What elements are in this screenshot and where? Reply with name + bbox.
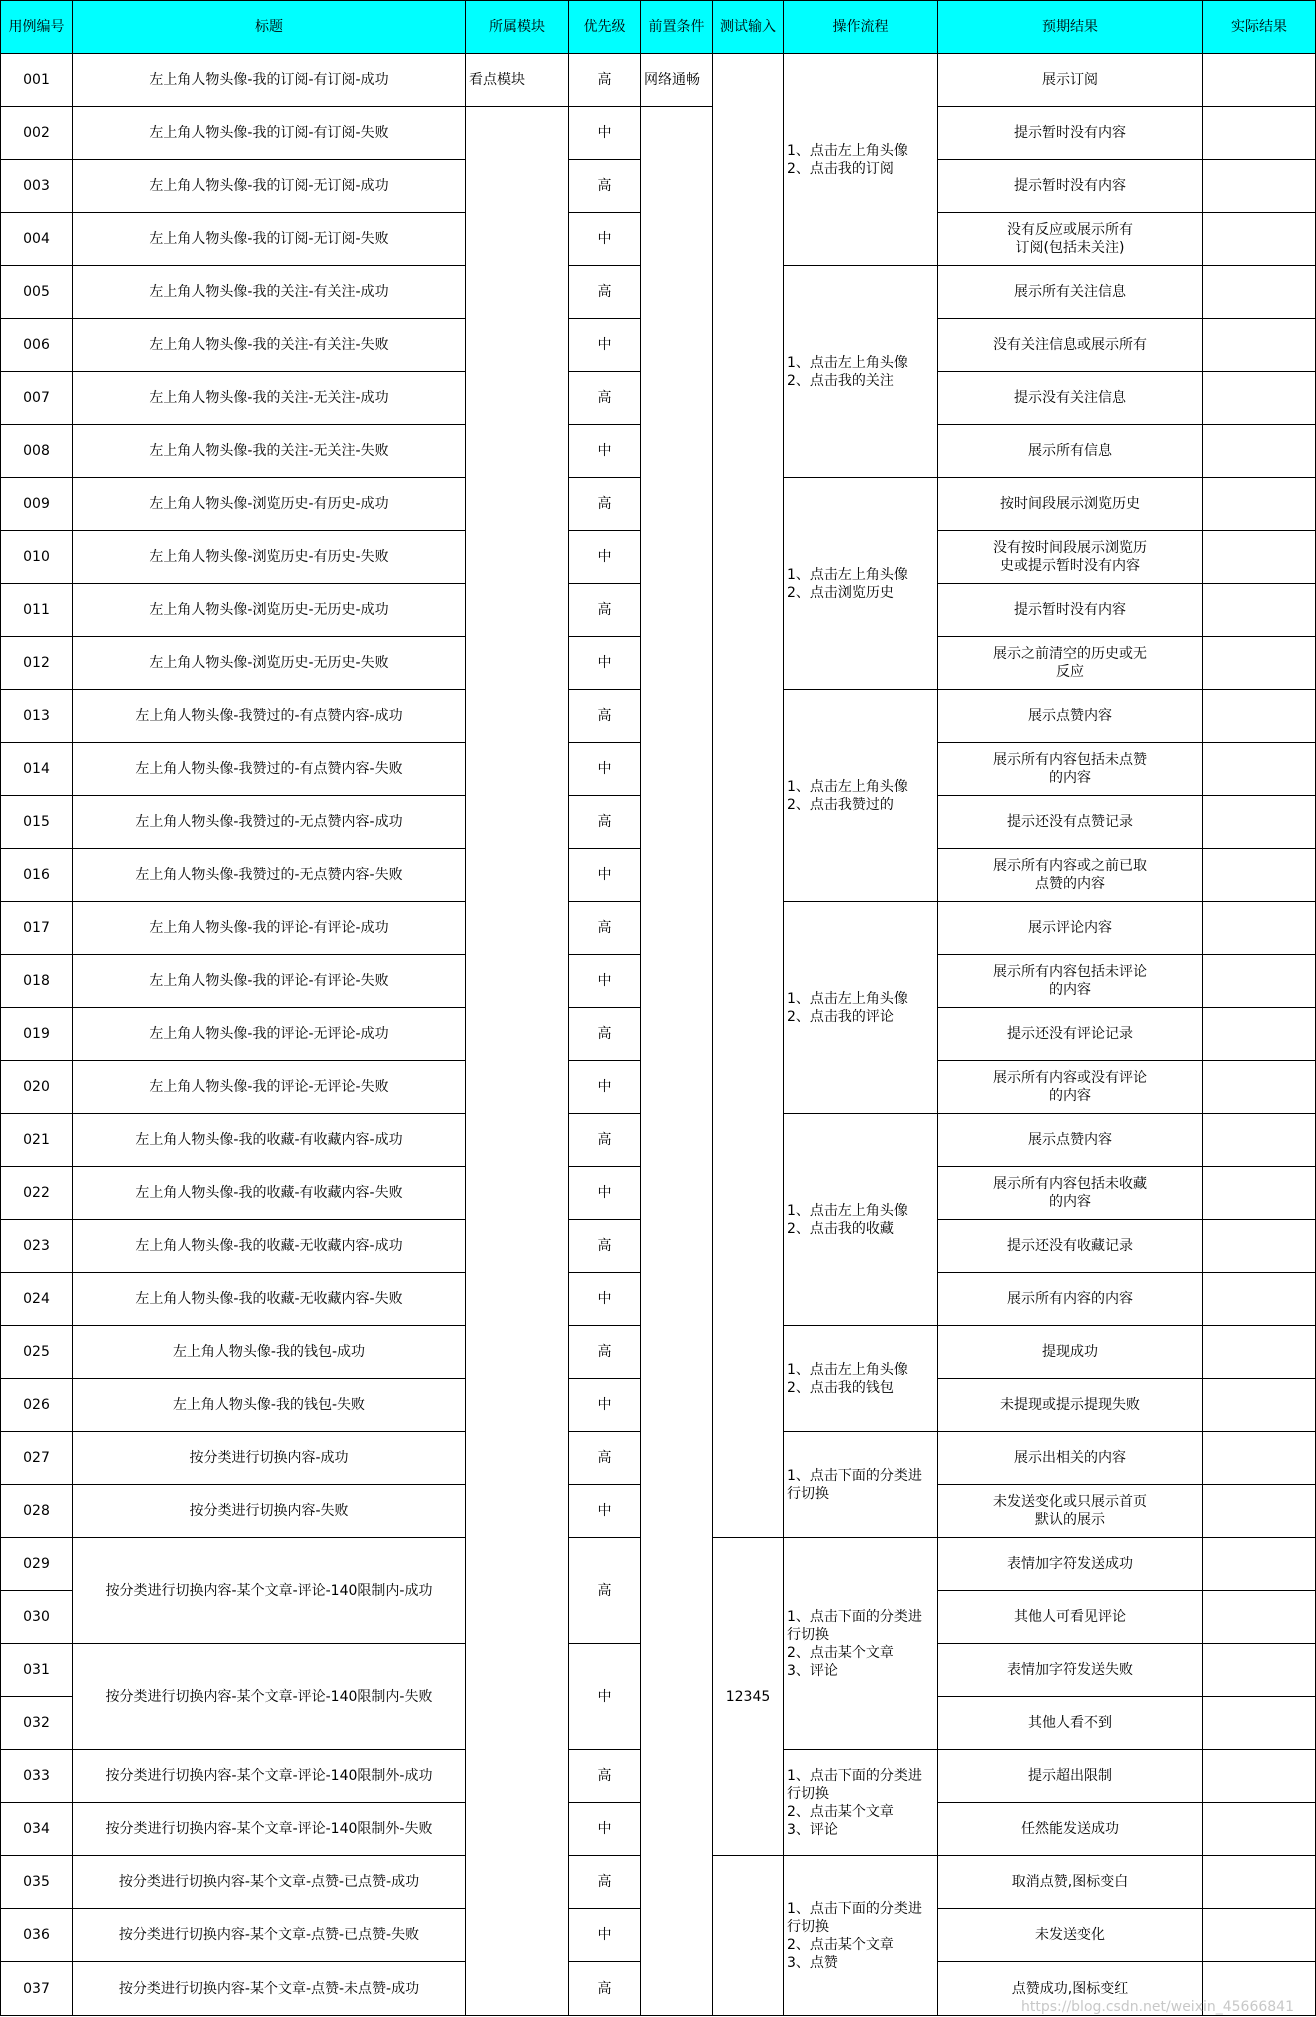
expected-cell[interactable]: 未发送变化	[938, 1909, 1203, 1962]
case-id-cell[interactable]: 023	[1, 1220, 73, 1273]
case-id-cell[interactable]: 036	[1, 1909, 73, 1962]
case-id-cell[interactable]: 037	[1, 1962, 73, 2016]
steps-cell[interactable]: 1、点击下面的分类进行切换	[784, 1432, 938, 1538]
title-cell[interactable]: 左上角人物头像-我的评论-有评论-成功	[73, 902, 466, 955]
case-id-cell[interactable]: 029	[1, 1538, 73, 1591]
priority-cell[interactable]: 高	[569, 1538, 641, 1644]
actual-result-cell[interactable]	[1203, 1644, 1316, 1697]
expected-cell[interactable]: 展示所有内容包括未收藏 的内容	[938, 1167, 1203, 1220]
precondition-cell[interactable]	[641, 107, 713, 2016]
title-cell[interactable]: 左上角人物头像-浏览历史-无历史-失败	[73, 637, 466, 690]
actual-result-cell[interactable]	[1203, 1538, 1316, 1591]
title-cell[interactable]: 按分类进行切换内容-某个文章-评论-140限制外-成功	[73, 1750, 466, 1803]
expected-cell[interactable]: 展示所有内容包括未点赞 的内容	[938, 743, 1203, 796]
actual-result-cell[interactable]	[1203, 213, 1316, 266]
actual-result-cell[interactable]	[1203, 690, 1316, 743]
actual-result-cell[interactable]	[1203, 107, 1316, 160]
actual-result-cell[interactable]	[1203, 955, 1316, 1008]
title-cell[interactable]: 按分类进行切换内容-成功	[73, 1432, 466, 1485]
actual-result-cell[interactable]	[1203, 1803, 1316, 1856]
expected-cell[interactable]: 提示还没有收藏记录	[938, 1220, 1203, 1273]
priority-cell[interactable]: 中	[569, 637, 641, 690]
priority-cell[interactable]: 高	[569, 1326, 641, 1379]
case-id-cell[interactable]: 018	[1, 955, 73, 1008]
priority-cell[interactable]: 中	[569, 849, 641, 902]
title-cell[interactable]: 左上角人物头像-我的评论-无评论-失败	[73, 1061, 466, 1114]
steps-cell[interactable]: 1、点击下面的分类进行切换 2、点击某个文章 3、点赞	[784, 1856, 938, 2016]
case-id-cell[interactable]: 015	[1, 796, 73, 849]
actual-result-cell[interactable]	[1203, 531, 1316, 584]
steps-cell[interactable]: 1、点击下面的分类进行切换 2、点击某个文章 3、评论	[784, 1538, 938, 1750]
title-cell[interactable]: 左上角人物头像-我的关注-有关注-成功	[73, 266, 466, 319]
title-cell[interactable]: 左上角人物头像-我的评论-无评论-成功	[73, 1008, 466, 1061]
title-cell[interactable]: 左上角人物头像-我赞过的-有点赞内容-失败	[73, 743, 466, 796]
priority-cell[interactable]: 高	[569, 372, 641, 425]
header-precondition[interactable]: 前置条件	[641, 1, 713, 54]
actual-result-cell[interactable]	[1203, 1750, 1316, 1803]
priority-cell[interactable]: 高	[569, 1008, 641, 1061]
case-id-cell[interactable]: 027	[1, 1432, 73, 1485]
steps-cell[interactable]: 1、点击左上角头像 2、点击我的钱包	[784, 1326, 938, 1432]
case-id-cell[interactable]: 032	[1, 1697, 73, 1750]
actual-result-cell[interactable]	[1203, 1008, 1316, 1061]
case-id-cell[interactable]: 003	[1, 160, 73, 213]
module-cell[interactable]	[466, 107, 569, 2016]
title-cell[interactable]: 左上角人物头像-我赞过的-无点赞内容-成功	[73, 796, 466, 849]
actual-result-cell[interactable]	[1203, 1909, 1316, 1962]
priority-cell[interactable]: 高	[569, 1114, 641, 1167]
title-cell[interactable]: 按分类进行切换内容-某个文章-评论-140限制内-成功	[73, 1538, 466, 1644]
priority-cell[interactable]: 中	[569, 1273, 641, 1326]
test-input-cell[interactable]	[713, 54, 784, 1538]
steps-cell[interactable]: 1、点击左上角头像 2、点击我的关注	[784, 266, 938, 478]
case-id-cell[interactable]: 006	[1, 319, 73, 372]
expected-cell[interactable]: 提示还没有评论记录	[938, 1008, 1203, 1061]
priority-cell[interactable]: 中	[569, 1167, 641, 1220]
case-id-cell[interactable]: 008	[1, 425, 73, 478]
steps-cell[interactable]: 1、点击下面的分类进行切换 2、点击某个文章 3、评论	[784, 1750, 938, 1856]
title-cell[interactable]: 左上角人物头像-我的收藏-有收藏内容-成功	[73, 1114, 466, 1167]
priority-cell[interactable]: 中	[569, 425, 641, 478]
actual-result-cell[interactable]	[1203, 1591, 1316, 1644]
test-input-cell[interactable]: 12345	[713, 1538, 784, 1856]
case-id-cell[interactable]: 005	[1, 266, 73, 319]
header-row	[1, 1, 1316, 54]
title-cell[interactable]: 左上角人物头像-我的钱包-失败	[73, 1379, 466, 1432]
expected-cell[interactable]: 展示订阅	[938, 54, 1203, 107]
case-id-cell[interactable]: 026	[1, 1379, 73, 1432]
header-actual[interactable]: 实际结果	[1203, 1, 1316, 54]
header-steps[interactable]: 操作流程	[784, 1, 938, 54]
expected-cell[interactable]: 展示所有内容或没有评论 的内容	[938, 1061, 1203, 1114]
expected-cell[interactable]: 展示点赞内容	[938, 1114, 1203, 1167]
steps-cell[interactable]: 1、点击左上角头像 2、点击我赞过的	[784, 690, 938, 902]
priority-cell[interactable]: 中	[569, 107, 641, 160]
title-cell[interactable]: 左上角人物头像-我的订阅-无订阅-成功	[73, 160, 466, 213]
expected-cell[interactable]: 没有按时间段展示浏览历 史或提示暂时没有内容	[938, 531, 1203, 584]
actual-result-cell[interactable]	[1203, 372, 1316, 425]
case-id-cell[interactable]: 012	[1, 637, 73, 690]
expected-cell[interactable]: 展示评论内容	[938, 902, 1203, 955]
actual-result-cell[interactable]	[1203, 1326, 1316, 1379]
priority-cell[interactable]: 高	[569, 584, 641, 637]
case-id-cell[interactable]: 033	[1, 1750, 73, 1803]
title-cell[interactable]: 左上角人物头像-我的钱包-成功	[73, 1326, 466, 1379]
test-input-cell[interactable]	[713, 1856, 784, 2016]
actual-result-cell[interactable]	[1203, 425, 1316, 478]
title-cell[interactable]: 左上角人物头像-我的关注-无关注-失败	[73, 425, 466, 478]
actual-result-cell[interactable]	[1203, 1114, 1316, 1167]
title-cell[interactable]: 左上角人物头像-我的订阅-有订阅-失败	[73, 107, 466, 160]
expected-cell[interactable]: 提示超出限制	[938, 1750, 1203, 1803]
expected-cell[interactable]: 展示所有内容包括未评论 的内容	[938, 955, 1203, 1008]
case-id-cell[interactable]: 019	[1, 1008, 73, 1061]
expected-cell[interactable]: 表情加字符发送失败	[938, 1644, 1203, 1697]
title-cell[interactable]: 左上角人物头像-我的订阅-有订阅-成功	[73, 54, 466, 107]
title-cell[interactable]: 左上角人物头像-我的收藏-无收藏内容-成功	[73, 1220, 466, 1273]
title-cell[interactable]: 左上角人物头像-我的收藏-有收藏内容-失败	[73, 1167, 466, 1220]
actual-result-cell[interactable]	[1203, 584, 1316, 637]
actual-result-cell[interactable]	[1203, 1485, 1316, 1538]
expected-cell[interactable]: 提示暂时没有内容	[938, 107, 1203, 160]
actual-result-cell[interactable]	[1203, 849, 1316, 902]
header-module[interactable]: 所属模块	[466, 1, 569, 54]
table-row	[1, 107, 1316, 160]
priority-cell[interactable]: 高	[569, 478, 641, 531]
title-cell[interactable]: 按分类进行切换内容-失败	[73, 1485, 466, 1538]
actual-result-cell[interactable]	[1203, 902, 1316, 955]
priority-cell[interactable]: 中	[569, 1644, 641, 1750]
title-cell[interactable]: 左上角人物头像-浏览历史-有历史-失败	[73, 531, 466, 584]
case-id-cell[interactable]: 013	[1, 690, 73, 743]
actual-result-cell[interactable]	[1203, 1220, 1316, 1273]
case-id-cell[interactable]: 010	[1, 531, 73, 584]
priority-cell[interactable]: 高	[569, 1220, 641, 1273]
expected-cell[interactable]: 取消点赞,图标变白	[938, 1856, 1203, 1909]
priority-cell[interactable]: 中	[569, 1803, 641, 1856]
title-cell[interactable]: 按分类进行切换内容-某个文章-评论-140限制内-失败	[73, 1644, 466, 1750]
priority-cell[interactable]: 高	[569, 1750, 641, 1803]
actual-result-cell[interactable]	[1203, 743, 1316, 796]
case-id-cell[interactable]: 025	[1, 1326, 73, 1379]
header-priority[interactable]: 优先级	[569, 1, 641, 54]
title-cell[interactable]: 左上角人物头像-浏览历史-有历史-成功	[73, 478, 466, 531]
priority-cell[interactable]: 中	[569, 1061, 641, 1114]
actual-result-cell[interactable]	[1203, 796, 1316, 849]
priority-cell[interactable]: 高	[569, 796, 641, 849]
case-id-cell[interactable]: 004	[1, 213, 73, 266]
expected-cell[interactable]: 其他人看不到	[938, 1697, 1203, 1750]
expected-cell[interactable]: 提现成功	[938, 1326, 1203, 1379]
case-id-cell[interactable]: 022	[1, 1167, 73, 1220]
priority-cell[interactable]: 高	[569, 160, 641, 213]
actual-result-cell[interactable]	[1203, 319, 1316, 372]
actual-result-cell[interactable]	[1203, 1167, 1316, 1220]
expected-cell[interactable]: 表情加字符发送成功	[938, 1538, 1203, 1591]
expected-cell[interactable]: 其他人可看见评论	[938, 1591, 1203, 1644]
priority-cell[interactable]: 高	[569, 902, 641, 955]
title-cell[interactable]: 按分类进行切换内容-某个文章-点赞-已点赞-失败	[73, 1909, 466, 1962]
steps-cell[interactable]: 1、点击左上角头像 2、点击我的订阅	[784, 54, 938, 266]
expected-cell[interactable]: 展示点赞内容	[938, 690, 1203, 743]
priority-cell[interactable]: 高	[569, 690, 641, 743]
case-id-cell[interactable]: 009	[1, 478, 73, 531]
actual-result-cell[interactable]	[1203, 160, 1316, 213]
priority-cell[interactable]: 高	[569, 1962, 641, 2016]
actual-result-cell[interactable]	[1203, 1379, 1316, 1432]
case-id-cell[interactable]: 034	[1, 1803, 73, 1856]
steps-cell[interactable]: 1、点击左上角头像 2、点击浏览历史	[784, 478, 938, 690]
priority-cell[interactable]: 中	[569, 743, 641, 796]
header-test-input[interactable]: 测试输入	[713, 1, 784, 54]
title-cell[interactable]: 左上角人物头像-我的关注-无关注-成功	[73, 372, 466, 425]
case-id-cell[interactable]: 001	[1, 54, 73, 107]
title-cell[interactable]: 按分类进行切换内容-某个文章-评论-140限制外-失败	[73, 1803, 466, 1856]
header-expected[interactable]: 预期结果	[938, 1, 1203, 54]
title-cell[interactable]: 左上角人物头像-我的订阅-无订阅-失败	[73, 213, 466, 266]
watermark: https://blog.csdn.net/weixin_45666841	[1020, 1999, 1294, 2015]
priority-cell[interactable]: 中	[569, 1379, 641, 1432]
title-cell[interactable]: 左上角人物头像-我的收藏-无收藏内容-失败	[73, 1273, 466, 1326]
expected-cell[interactable]: 提示暂时没有内容	[938, 584, 1203, 637]
case-id-cell[interactable]: 021	[1, 1114, 73, 1167]
title-cell[interactable]: 左上角人物头像-我的评论-有评论-失败	[73, 955, 466, 1008]
expected-cell[interactable]: 没有关注信息或展示所有	[938, 319, 1203, 372]
steps-cell[interactable]: 1、点击左上角头像 2、点击我的评论	[784, 902, 938, 1114]
case-id-cell[interactable]: 007	[1, 372, 73, 425]
module-cell[interactable]: 看点模块	[466, 54, 569, 107]
priority-cell[interactable]: 中	[569, 1485, 641, 1538]
expected-cell[interactable]: 未提现或提示提现失败	[938, 1379, 1203, 1432]
expected-cell[interactable]: 展示所有关注信息	[938, 266, 1203, 319]
priority-cell[interactable]: 中	[569, 319, 641, 372]
expected-cell[interactable]: 没有反应或展示所有 订阅(包括未关注)	[938, 213, 1203, 266]
priority-cell[interactable]: 中	[569, 955, 641, 1008]
case-id-cell[interactable]: 031	[1, 1644, 73, 1697]
expected-cell[interactable]: 未发送变化或只展示首页 默认的展示	[938, 1485, 1203, 1538]
title-cell[interactable]: 按分类进行切换内容-某个文章-点赞-未点赞-成功	[73, 1962, 466, 2016]
table-body	[1, 54, 1316, 2016]
case-id-cell[interactable]: 014	[1, 743, 73, 796]
case-id-cell[interactable]: 002	[1, 107, 73, 160]
expected-cell[interactable]: 展示之前清空的历史或无 反应	[938, 637, 1203, 690]
actual-result-cell[interactable]	[1203, 637, 1316, 690]
case-id-cell[interactable]: 017	[1, 902, 73, 955]
actual-result-cell[interactable]	[1203, 1697, 1316, 1750]
priority-cell[interactable]: 高	[569, 54, 641, 107]
title-cell[interactable]: 按分类进行切换内容-某个文章-点赞-已点赞-成功	[73, 1856, 466, 1909]
expected-cell[interactable]: 展示出相关的内容	[938, 1432, 1203, 1485]
priority-cell[interactable]: 高	[569, 1856, 641, 1909]
expected-cell[interactable]: 提示暂时没有内容	[938, 160, 1203, 213]
actual-result-cell[interactable]	[1203, 1061, 1316, 1114]
actual-result-cell[interactable]	[1203, 1432, 1316, 1485]
title-cell[interactable]: 左上角人物头像-我赞过的-有点赞内容-成功	[73, 690, 466, 743]
priority-cell[interactable]: 中	[569, 531, 641, 584]
actual-result-cell[interactable]	[1203, 266, 1316, 319]
title-cell[interactable]: 左上角人物头像-我的关注-有关注-失败	[73, 319, 466, 372]
actual-result-cell[interactable]	[1203, 1856, 1316, 1909]
case-id-cell[interactable]: 020	[1, 1061, 73, 1114]
case-id-cell[interactable]: 016	[1, 849, 73, 902]
expected-cell[interactable]: 展示所有信息	[938, 425, 1203, 478]
table-row	[1, 54, 1316, 107]
steps-cell[interactable]: 1、点击左上角头像 2、点击我的收藏	[784, 1114, 938, 1326]
priority-cell[interactable]: 高	[569, 266, 641, 319]
expected-cell[interactable]: 展示所有内容的内容	[938, 1273, 1203, 1326]
case-id-cell[interactable]: 030	[1, 1591, 73, 1644]
expected-cell[interactable]: 按时间段展示浏览历史	[938, 478, 1203, 531]
title-cell[interactable]: 左上角人物头像-浏览历史-无历史-成功	[73, 584, 466, 637]
priority-cell[interactable]: 中	[569, 213, 641, 266]
header-case-id[interactable]: 用例编号	[1, 1, 73, 54]
actual-result-cell[interactable]	[1203, 478, 1316, 531]
case-id-cell[interactable]: 024	[1, 1273, 73, 1326]
expected-cell[interactable]: 提示还没有点赞记录	[938, 796, 1203, 849]
case-id-cell[interactable]: 011	[1, 584, 73, 637]
case-id-cell[interactable]: 035	[1, 1856, 73, 1909]
expected-cell[interactable]: 任然能发送成功	[938, 1803, 1203, 1856]
actual-result-cell[interactable]	[1203, 1273, 1316, 1326]
priority-cell[interactable]: 中	[569, 1909, 641, 1962]
expected-cell[interactable]: 点赞成功,图标变红	[938, 1962, 1203, 2016]
case-id-cell[interactable]: 028	[1, 1485, 73, 1538]
expected-cell[interactable]: 展示所有内容或之前已取 点赞的内容	[938, 849, 1203, 902]
actual-result-cell[interactable]	[1203, 54, 1316, 107]
expected-cell[interactable]: 提示没有关注信息	[938, 372, 1203, 425]
title-cell[interactable]: 左上角人物头像-我赞过的-无点赞内容-失败	[73, 849, 466, 902]
header-title[interactable]: 标题	[73, 1, 466, 54]
precondition-cell[interactable]: 网络通畅	[641, 54, 713, 107]
priority-cell[interactable]: 高	[569, 1432, 641, 1485]
